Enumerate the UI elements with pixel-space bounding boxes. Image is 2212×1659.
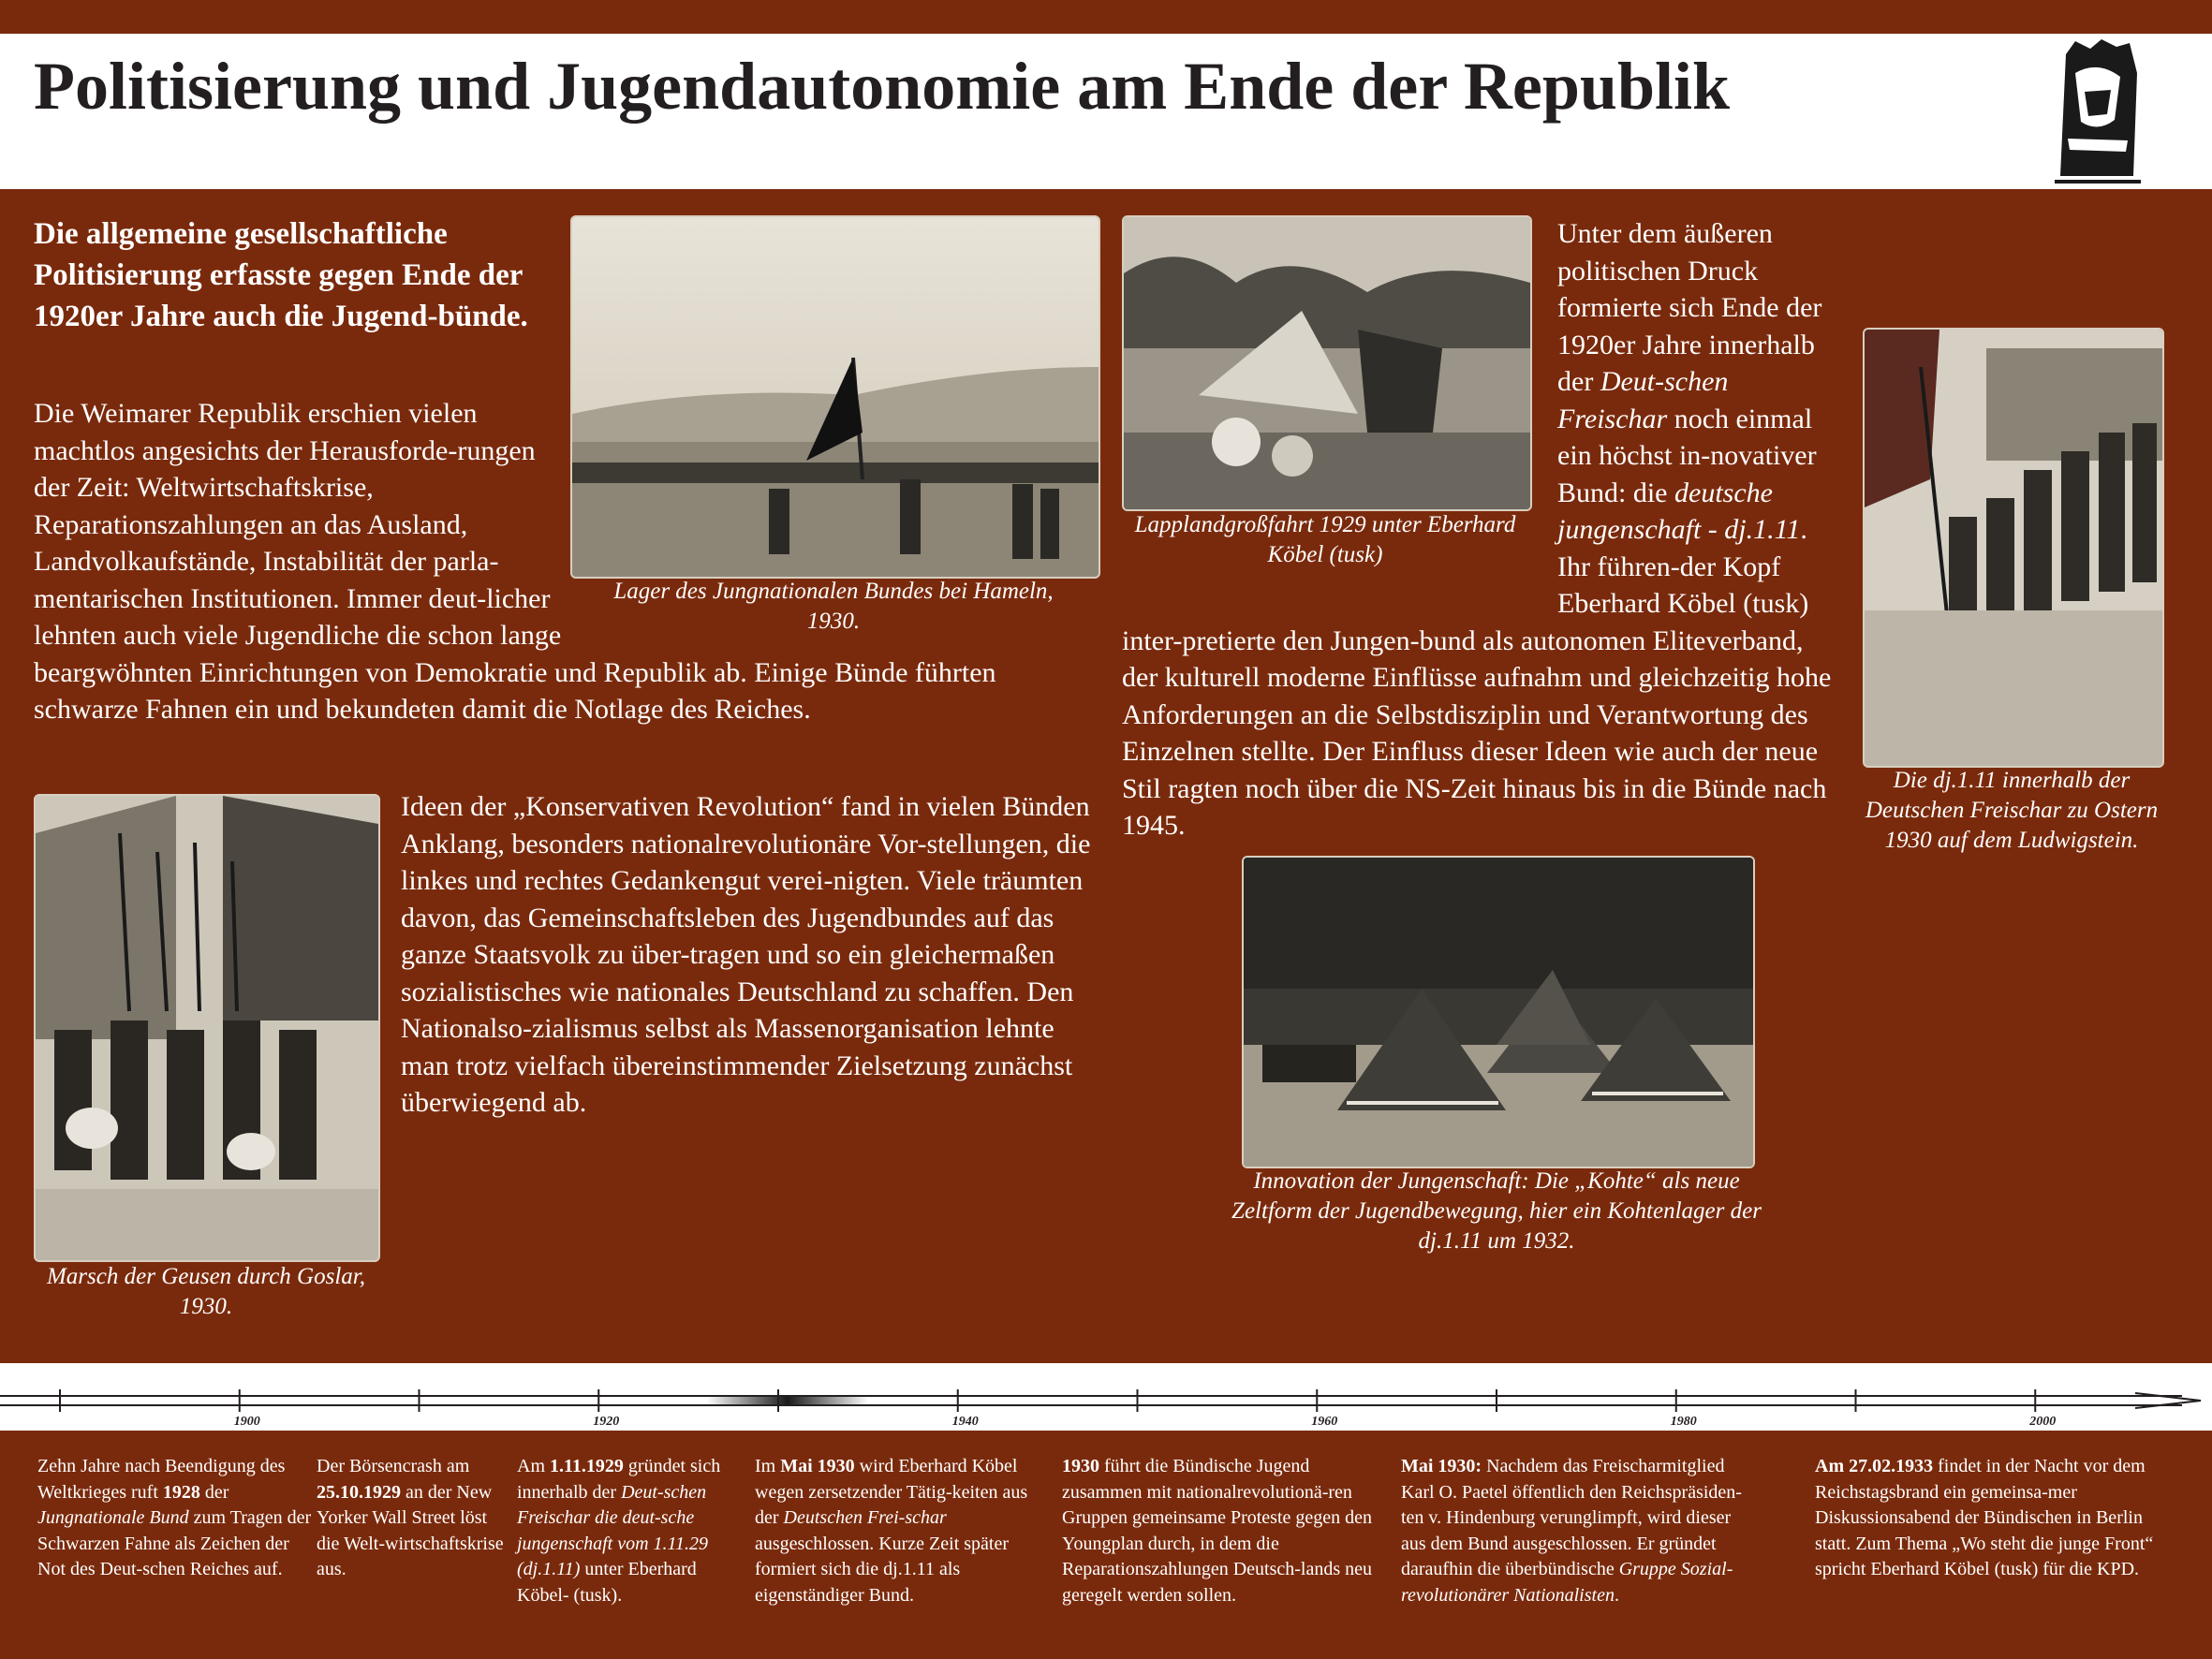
event-7-t2: findet in der Nacht vor dem Reichstagsbrand ein gemeinsa-mer Diskussionsabend der Bündischen in Berlin statt. Zum Thema „Wo steht die junge Front“ spricht Eberhard Köbel (tusk) für die KPD. xyxy=(1815,1456,2154,1579)
event-3-t2: gründet sich innerhalb der xyxy=(517,1456,721,1503)
event-1-t1: Zehn Jahre nach Beendigung des Weltkrieges ruft xyxy=(37,1456,286,1503)
event-4-b1: Mai 1930 xyxy=(780,1456,855,1476)
event-1-t2: der xyxy=(199,1481,229,1503)
event-3-b1: 1.11.1929 xyxy=(550,1456,624,1476)
timeline-tick-label: 1900 xyxy=(233,1415,260,1429)
caption-kohte: Innovation der Jungenschaft: Die „Kohte“ als neue Zeltform der Jugendbewegung, hier ein Kohtenlager der dj.1.11 um 1932. xyxy=(1231,1168,1762,1254)
timeline-event-1 xyxy=(37,1454,318,1583)
page-title: Politisierung und Jugendautonomie am Ende der Republik xyxy=(34,49,1731,124)
caption-ludwigstein: Die dj.1.11 innerhalb der Deutschen Freischar zu Ostern 1930 auf dem Ludwigstein. xyxy=(1865,768,2159,853)
event-6-b1: Mai 1930: xyxy=(1401,1456,1482,1476)
event-6-t2: Nachdem das Freischarmitglied Karl O. Paetel öffentlich den Reichspräsiden-ten v. Hindenburg verunglimpft, wird dieser aus dem Bund ausgeschlossen. Er gründet daraufhin die überbündische xyxy=(1401,1456,1742,1579)
timeline-tick-label: 2000 xyxy=(2029,1415,2057,1429)
event-2-t1: Der Börsencrash am xyxy=(317,1456,470,1476)
right-body-p2: noch einmal ein höchst in-novativer Bund: die xyxy=(1557,403,1817,508)
right-body xyxy=(1122,215,1834,844)
event-5-t2: führt die Bündische Jugend zusammen mit nationalrevolutionä-ren Gruppen gemeinsame Proteste gegen den Youngplan durch, in dem die Reparationszahlungen Deutsch-lands neu geregelt werden sollen. xyxy=(1062,1456,1373,1606)
timeline-tick-label: 1920 xyxy=(593,1415,620,1429)
photo-ludwigstein xyxy=(1863,328,2164,768)
event-5-b1: 1930 xyxy=(1062,1456,1099,1476)
middle-body: Ideen der „Konservativen Revolution“ fand in vielen Bünden Anklang, besonders nationalrevolutionäre Vor-stellungen, die linkes und rechtes Gedankengut verei-nigten. Viele träumten davon, das Gemeinschaftsleben des Jugendbundes auf das ganze Staatsvolk zu über-tragen und so ein gleichermaßen sozialistisches wie nationales Deutschland zu schaffen. Den Nationalso-zialismus selbst als Massenorganisation lehnte man trotz vielfach übereinstimmender Zielsetzung zunächst überwiegend ab. xyxy=(401,791,1091,1118)
caption-hameln: Lager des Jungnationalen Bundes bei Hameln, 1930. xyxy=(613,579,1054,634)
event-3-t3: unter Eberhard Köbel- (tusk). xyxy=(517,1559,697,1606)
event-1-i1: Jungnationale Bund xyxy=(37,1507,189,1528)
right-body-em2: deutsche jungenschaft - dj.1.11 xyxy=(1557,477,1801,545)
event-4-t1: Im xyxy=(755,1456,781,1476)
timeline-event-4 xyxy=(755,1454,1054,1608)
event-1-t3: zum Tragen der Schwarzen Fahne als Zeichen der Not des Deut-schen Reiches auf. xyxy=(37,1507,312,1579)
timeline-event-3 xyxy=(517,1454,737,1608)
event-2-b1: 25.10.1929 xyxy=(317,1481,401,1503)
top-band xyxy=(0,0,2212,34)
timeline-event-2 xyxy=(317,1454,504,1583)
timeline-event-7 xyxy=(1815,1454,2171,1583)
caption-goslar: Marsch der Geusen durch Goslar, 1930. xyxy=(46,1264,365,1319)
event-4-i1: Deutschen Frei-schar xyxy=(783,1507,947,1528)
left-body-text: Die Weimarer Republik erschien vielen machtlos angesichts der Herausforde-rungen der Zeit: Weltwirtschaftskrise, Reparationszahlungen an das Ausland, Landvolkaufstände, Instabilität der parla-mentarischen Institutionen. Immer deut-licher lehnten auch viele Jugendliche die schon lange beargwöhnten Einrichtungen von Demokratie und Republik ab. Einige Bünde führten schwarze Fahnen ein und bekundeten damit die Notlage des Reiches. xyxy=(34,398,996,725)
photo-hameln xyxy=(570,215,1100,579)
event-3-i1: Deut-schen Freischar die deut-sche jungenschaft vom 1.11.29 (dj.1.11) xyxy=(517,1481,709,1579)
timeline-tick-label: 1960 xyxy=(1311,1415,1338,1429)
event-6-i1: Gruppe Sozial-revolutionärer Nationalisten xyxy=(1401,1559,1733,1606)
right-body-p3: . Ihr führen-der Kopf Eberhard Köbel (tusk) inter-pretierte den Jungen-bund als autonomen Eliteverband, der kulturell moderne Einflüsse aufnahm und gleichzeitig hohe Anforderungen an die Selbstdisziplin und Verantwortung des Einzelnen stellte. Der Einfluss dieser Ideen wie auch der neue Stil ragten noch über die NS-Zeit hinaus bis in die Bünde nach 1945. xyxy=(1122,514,1832,841)
timeline-tick-label: 1940 xyxy=(951,1415,979,1429)
timeline-axis xyxy=(0,1363,2212,1431)
caption-lappland: Lapplandgroßfahrt 1929 unter Eberhard Köbel (tusk) xyxy=(1134,512,1516,567)
timeline-event-6 xyxy=(1401,1454,1757,1608)
event-4-t2: wird Eberhard Köbel wegen zersetzender Tätig-keiten aus der xyxy=(755,1456,1028,1528)
timeline-tick-label: 1980 xyxy=(1670,1415,1697,1429)
photo-goslar xyxy=(34,794,380,1262)
right-body-spacer-photo xyxy=(1122,215,1557,590)
event-7-b1: Am 27.02.1933 xyxy=(1815,1456,1934,1476)
event-1-b1: 1928 xyxy=(162,1481,200,1503)
event-6-t3: . xyxy=(1614,1584,1619,1606)
woodcut-emblem-icon xyxy=(2047,36,2148,185)
event-2-t2: an der New Yorker Wall Street löst die Welt-wirtschaftskrise aus. xyxy=(317,1481,504,1579)
event-3-t1: Am xyxy=(517,1456,550,1476)
photo-kohte xyxy=(1242,856,1755,1168)
right-body-em1: Deut-schen Freischar xyxy=(1557,366,1729,434)
right-body-p1: Unter dem äußeren politischen Druck formierte sich Ende der 1920er Jahre innerhalb der xyxy=(1557,218,1822,397)
event-4-t3: ausgeschlossen. Kurze Zeit später formiert sich die dj.1.11 als eigenständiger Bund. xyxy=(755,1533,1010,1606)
left-lead: Die allgemeine gesellschaftliche Politisierung erfasste gegen Ende der 1920er Jahre auch die Jugend-bünde. xyxy=(34,217,528,333)
timeline-event-5 xyxy=(1062,1454,1380,1608)
